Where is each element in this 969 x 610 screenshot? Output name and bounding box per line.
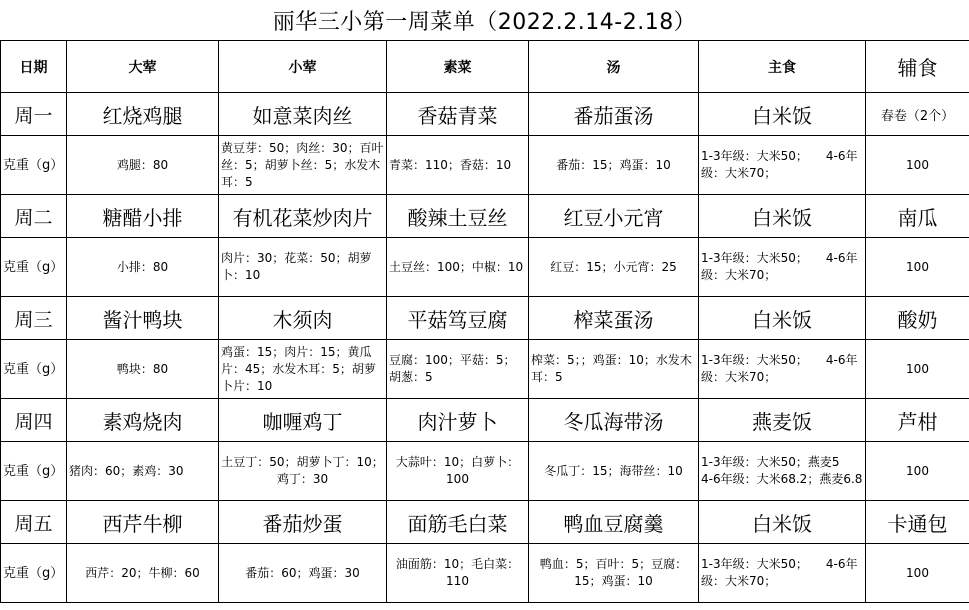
weight-row (1, 544, 969, 603)
weight-row (1, 136, 969, 195)
staple-dish: 白米饭 (699, 501, 866, 544)
dish-row (1, 501, 969, 544)
big-meat-weight: 鸭块：80 (67, 340, 219, 399)
vegetable-weight: 油面筋：10；毛白菜：110 (387, 544, 529, 603)
big-meat-weight: 小排：80 (67, 238, 219, 297)
side-weight: 100 (866, 442, 969, 501)
weight-label: 克重（g） (1, 136, 67, 195)
staple-dish: 燕麦饭 (699, 399, 866, 442)
dish-row (1, 93, 969, 136)
weight-label: 克重（g） (1, 340, 67, 399)
small-meat-weight: 番茄：60；鸡蛋：30 (219, 544, 387, 603)
vegetable-dish: 酸辣土豆丝 (387, 195, 529, 238)
day-cell: 周二 (1, 195, 67, 238)
dish-row (1, 399, 969, 442)
vegetable-dish: 香菇青菜 (387, 93, 529, 136)
staple-weight: 1-3年级：大米50； 4-6年级：大米70； (699, 544, 866, 603)
small-meat-dish: 如意菜肉丝 (219, 93, 387, 136)
weight-row (1, 238, 969, 297)
big-meat-dish: 西芹牛柳 (67, 501, 219, 544)
staple-dish: 白米饭 (699, 297, 866, 340)
soup-weight: 番茄：15；鸡蛋：10 (529, 136, 699, 195)
small-meat-dish: 有机花菜炒肉片 (219, 195, 387, 238)
small-meat-dish: 木须肉 (219, 297, 387, 340)
side-dish: 南瓜 (866, 195, 969, 238)
soup-dish: 鸭血豆腐羹 (529, 501, 699, 544)
header-side: 辅食 (866, 41, 969, 93)
staple-weight: 1-3年级：大米50； 4-6年级：大米70； (699, 238, 866, 297)
small-meat-dish: 番茄炒蛋 (219, 501, 387, 544)
soup-weight: 红豆：15；小元宵：25 (529, 238, 699, 297)
big-meat-weight: 鸡腿：80 (67, 136, 219, 195)
header-big-meat: 大荤 (67, 41, 219, 93)
staple-weight: 1-3年级：大米50； 4-6年级：大米70； (699, 136, 866, 195)
big-meat-dish: 糖醋小排 (67, 195, 219, 238)
day-cell: 周一 (1, 93, 67, 136)
day-cell: 周四 (1, 399, 67, 442)
big-meat-weight: 猪肉：60；素鸡：30 (67, 442, 219, 501)
staple-weight: 1-3年级：大米50；燕麦5 4-6年级：大米68.2；燕麦6.8 (699, 442, 866, 501)
small-meat-weight: 黄豆芽：50；肉丝：30；百叶丝：5；胡萝卜丝：5；水发木耳：5 (219, 136, 387, 195)
weight-row (1, 442, 969, 501)
header-staple: 主食 (699, 41, 866, 93)
weight-label: 克重（g） (1, 544, 67, 603)
vegetable-dish: 平菇笃豆腐 (387, 297, 529, 340)
side-weight: 100 (866, 238, 969, 297)
small-meat-weight: 土豆丁：50；胡萝卜丁：10；鸡丁：30 (219, 442, 387, 501)
day-cell: 周五 (1, 501, 67, 544)
staple-weight: 1-3年级：大米50； 4-6年级：大米70； (699, 340, 866, 399)
small-meat-weight: 肉片：30；花菜：50；胡萝卜：10 (219, 238, 387, 297)
vegetable-dish: 肉汁萝卜 (387, 399, 529, 442)
menu-title: 丽华三小第一周菜单（2022.2.14-2.18） (272, 9, 697, 35)
header-date: 日期 (1, 41, 67, 93)
soup-weight: 鸭血：5；百叶：5；豆腐：15；鸡蛋：10 (529, 544, 699, 603)
header-small-meat: 小荤 (219, 41, 387, 93)
soup-dish: 冬瓜海带汤 (529, 399, 699, 442)
small-meat-dish: 咖喱鸡丁 (219, 399, 387, 442)
big-meat-dish: 酱汁鸭块 (67, 297, 219, 340)
soup-dish: 榨菜蛋汤 (529, 297, 699, 340)
big-meat-dish: 红烧鸡腿 (67, 93, 219, 136)
dish-row (1, 297, 969, 340)
big-meat-dish: 素鸡烧肉 (67, 399, 219, 442)
side-dish: 春卷（2个） (866, 93, 969, 136)
vegetable-weight: 土豆丝：100；中椒：10 (387, 238, 529, 297)
vegetable-weight: 青菜：110；香菇：10 (387, 136, 529, 195)
vegetable-weight: 大蒜叶：10；白萝卜：100 (387, 442, 529, 501)
staple-dish: 白米饭 (699, 195, 866, 238)
weight-row (1, 340, 969, 399)
staple-dish: 白米饭 (699, 93, 866, 136)
big-meat-weight: 西芹：20；牛柳：60 (67, 544, 219, 603)
vegetable-weight: 豆腐：100；平菇：5；胡葱：5 (387, 340, 529, 399)
weight-label: 克重（g） (1, 442, 67, 501)
side-dish: 芦柑 (866, 399, 969, 442)
side-weight: 100 (866, 136, 969, 195)
day-cell: 周三 (1, 297, 67, 340)
side-weight: 100 (866, 544, 969, 603)
header-row (1, 41, 969, 93)
side-weight: 100 (866, 340, 969, 399)
soup-dish: 番茄蛋汤 (529, 93, 699, 136)
soup-weight: 冬瓜丁：15；海带丝：10 (529, 442, 699, 501)
header-soup: 汤 (529, 41, 699, 93)
weight-label: 克重（g） (1, 238, 67, 297)
small-meat-weight: 鸡蛋：15；肉片：15；黄瓜片：45；水发木耳：5；胡萝卜片：10 (219, 340, 387, 399)
vegetable-dish: 面筋毛白菜 (387, 501, 529, 544)
side-dish: 卡通包 (866, 501, 969, 544)
side-dish: 酸奶 (866, 297, 969, 340)
soup-dish: 红豆小元宵 (529, 195, 699, 238)
soup-weight: 榨菜：5；；鸡蛋：10；水发木耳：5 (529, 340, 699, 399)
menu-table (0, 40, 969, 603)
dish-row (1, 195, 969, 238)
header-vegetable: 素菜 (387, 41, 529, 93)
